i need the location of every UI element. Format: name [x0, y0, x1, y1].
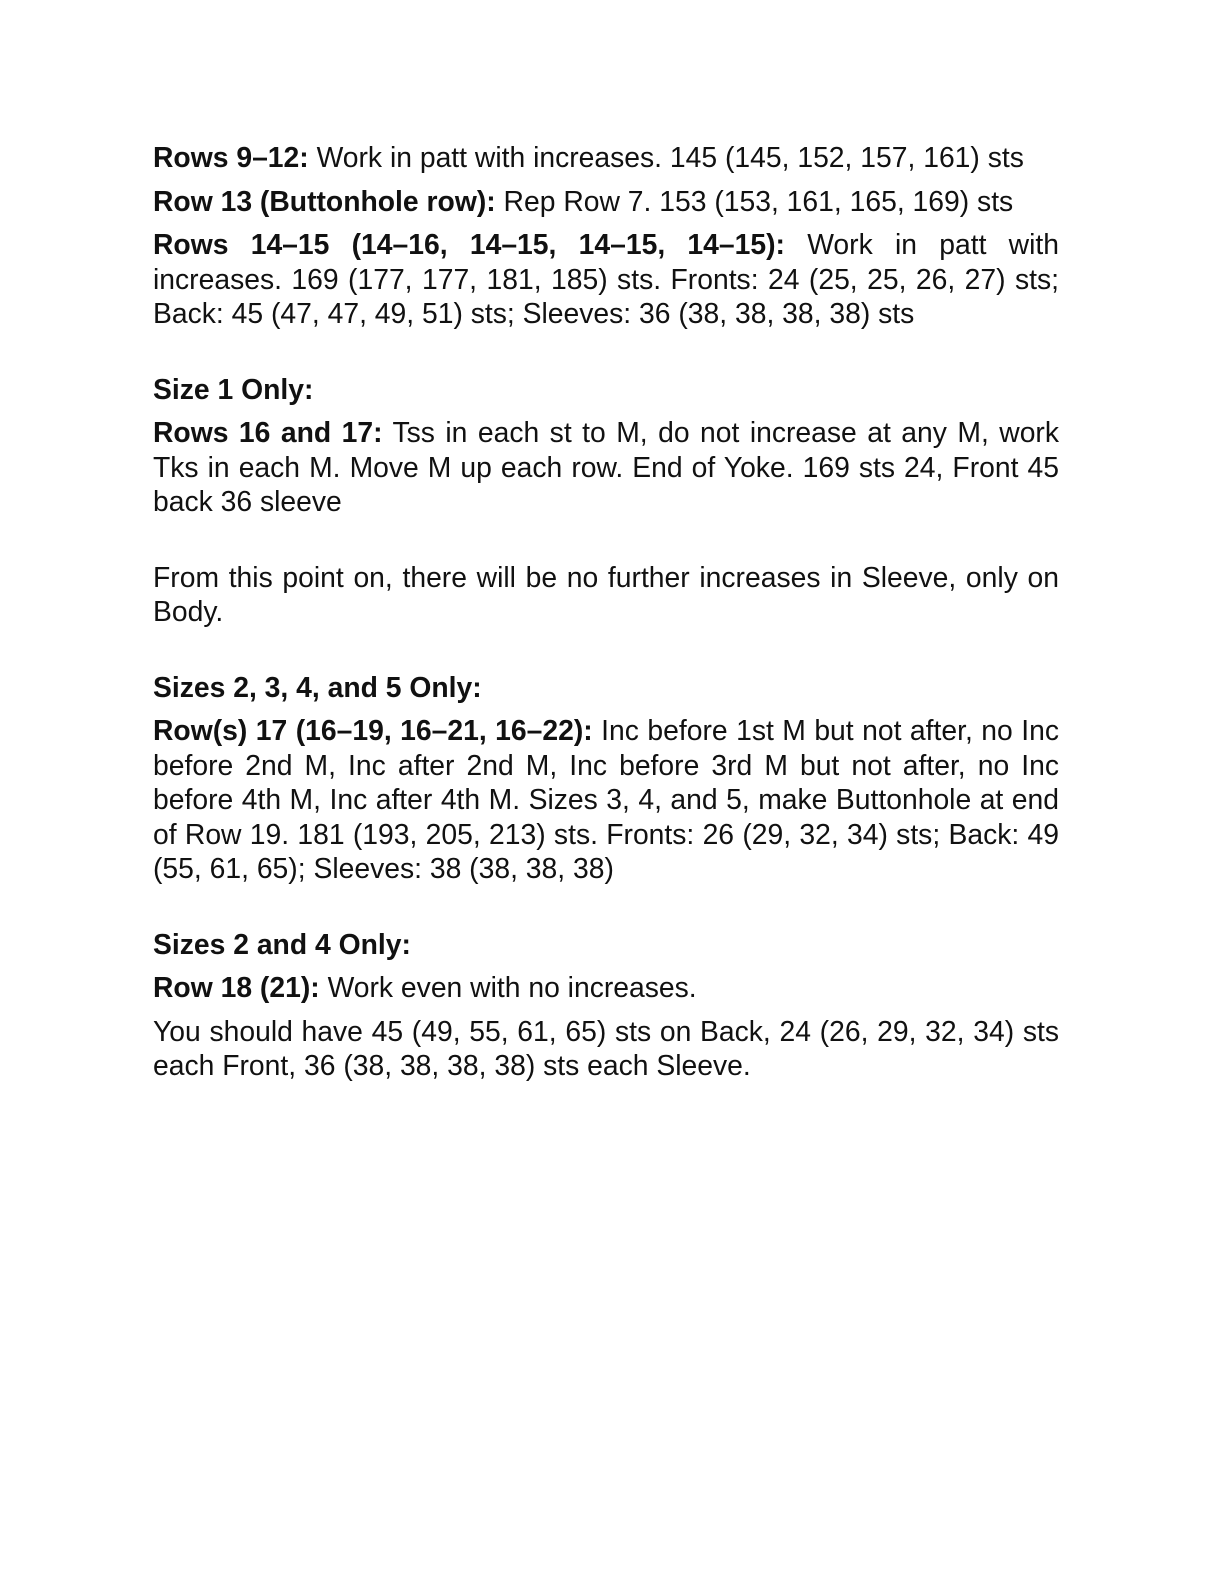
spacer: [153, 629, 1059, 670]
pattern-page: [153, 140, 1059, 1083]
rows-17-22-text: Inc before 1st M but not after, no Inc before 2nd M, Inc after 2nd M, Inc before 3rd M but not after, no Inc before 4th M, Inc after 4th M. Sizes 3, 4, and 5, make Buttonhole at end of Row 19. 181 (193, 205, 213) sts. Fronts: 26 (29, 32, 34) sts; Back: 49 (55, 61, 65); Sleeves: 38 (38, 38, 38): [153, 714, 1059, 884]
rows-16-17-label: Rows 16 and 17:: [153, 416, 383, 448]
sizes-2-5-heading: Sizes 2, 3, 4, and 5 Only:: [153, 670, 482, 703]
spacer: [153, 406, 1059, 415]
rows-9-12-text: Work in patt with increases. 145 (145, 152, 157, 161) sts: [316, 141, 1024, 173]
sizes-2-4-heading: Sizes 2 and 4 Only:: [153, 927, 411, 960]
rows-14-15-paragraph: [153, 227, 1059, 331]
row-13-paragraph: [153, 184, 1059, 219]
rows-14-15-text: Work in patt with increases. 169 (177, 177, 181, 185) sts. Fronts: 24 (25, 25, 26, 27) sts; Back: 45 (47, 47, 49, 51) sts; Sleeves: 36 (38, 38, 38, 38) sts: [153, 228, 1059, 329]
row-13-label: Row 13 (Buttonhole row):: [153, 184, 496, 217]
row-18-paragraph: [153, 970, 1059, 1005]
rows-16-17-text: Tss in each st to M, do not increase at any M, work Tks in each M. Move M up each row. End of Yoke. 169 sts 24, Front 45 back 36 sleeve: [153, 416, 1060, 517]
spacer: [153, 331, 1059, 372]
spacer: [153, 1005, 1059, 1014]
row-18-text: Work even with no increases.: [327, 971, 697, 1003]
spacer: [153, 218, 1059, 227]
rows-14-15-label: Rows 14–15 (14–16, 14–15, 14–15, 14–15):: [153, 228, 785, 260]
row-18-label: Row 18 (21):: [153, 971, 320, 1003]
spacer: [153, 886, 1059, 927]
size-1-heading: Size 1 Only:: [153, 372, 314, 405]
spacer: [153, 704, 1059, 713]
row-13-text: Rep Row 7. 153 (153, 161, 165, 169) sts: [503, 184, 1014, 217]
stitch-summary: You should have 45 (49, 55, 61, 65) sts on Back, 24 (26, 29, 32, 34) sts each Front, 36 (38, 38, 38, 38) sts each Sleeve.: [153, 1014, 1059, 1081]
rows-17-22-paragraph: [153, 713, 1059, 886]
rows-9-12-label: Rows 9–12:: [153, 141, 309, 173]
rows-17-22-label: Row(s) 17 (16–19, 16–21, 16–22):: [153, 714, 593, 746]
spacer: [153, 519, 1059, 560]
spacer: [153, 175, 1059, 184]
rows-9-12-paragraph: [153, 140, 1059, 175]
spacer: [153, 961, 1059, 970]
no-further-increases-note: From this point on, there will be no further increases in Sleeve, only on Body.: [153, 560, 1059, 627]
rows-16-17-paragraph: [153, 415, 1059, 519]
